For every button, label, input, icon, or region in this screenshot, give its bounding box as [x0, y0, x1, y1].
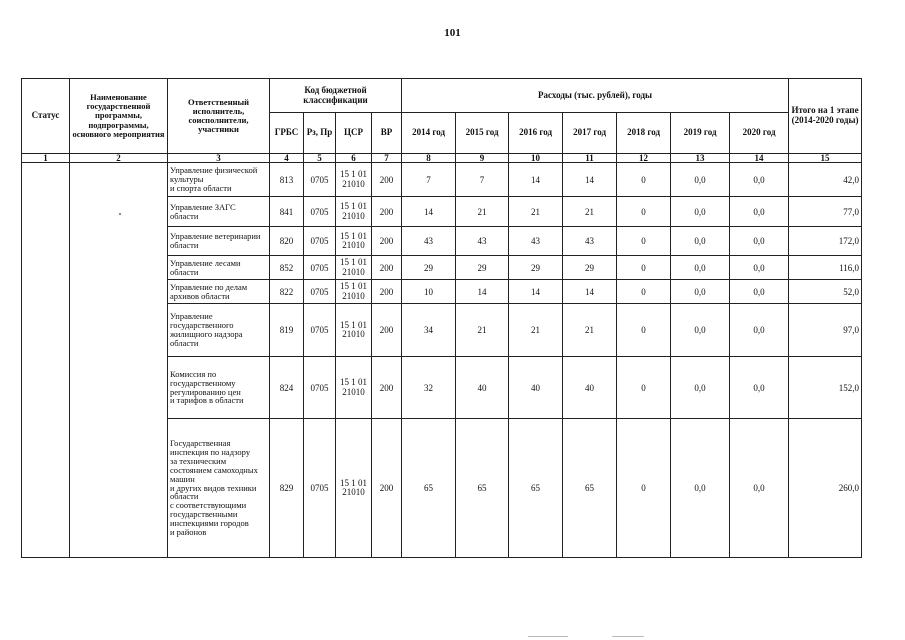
- value-2017: 29: [563, 256, 617, 280]
- rzpr-cell: 0705: [304, 357, 336, 419]
- total-cell: 172,0: [789, 227, 862, 256]
- rzpr-cell: 0705: [304, 419, 336, 558]
- vr-cell: 200: [372, 197, 402, 227]
- rzpr-cell: 0705: [304, 163, 336, 197]
- value-2016: 21: [509, 197, 563, 227]
- name-cell: [70, 163, 168, 558]
- value-2019: 0,0: [671, 163, 730, 197]
- value-2018: 0: [617, 163, 671, 197]
- header-name: Наименование государственной программы, подпрограммы, основного мероприятия: [70, 79, 168, 154]
- budget-table: [21, 78, 862, 558]
- csr-cell: 15 1 01 21010: [336, 280, 372, 304]
- value-2014: 32: [402, 357, 456, 419]
- value-2016: 65: [509, 419, 563, 558]
- header-year-2014: 2014 год: [402, 113, 456, 154]
- value-2016: 21: [509, 304, 563, 357]
- value-2016: 14: [509, 280, 563, 304]
- value-2020: 0,0: [730, 197, 789, 227]
- value-2018: 0: [617, 419, 671, 558]
- total-cell: 97,0: [789, 304, 862, 357]
- value-2020: 0,0: [730, 357, 789, 419]
- vr-cell: 200: [372, 419, 402, 558]
- csr-cell: 15 1 01 21010: [336, 256, 372, 280]
- vr-cell: 200: [372, 304, 402, 357]
- column-index: 8: [402, 154, 456, 163]
- csr-cell: 15 1 01 21010: [336, 304, 372, 357]
- header-year-2017: 2017 год: [563, 113, 617, 154]
- value-2014: 34: [402, 304, 456, 357]
- column-index: 9: [456, 154, 509, 163]
- column-index: 4: [270, 154, 304, 163]
- value-2017: 43: [563, 227, 617, 256]
- header-grbs: ГРБС: [270, 113, 304, 154]
- table-row: [22, 163, 862, 197]
- value-2020: 0,0: [730, 419, 789, 558]
- header-expenses: Расходы (тыс. рублей), годы: [402, 79, 789, 113]
- csr-cell: 15 1 01 21010: [336, 163, 372, 197]
- value-2019: 0,0: [671, 419, 730, 558]
- executor-cell: Государственная инспекция по надзору за техническим состоянием самоходных машин и других видов техники области с соответствующими государственными инспекциями городов и районов: [168, 419, 270, 558]
- value-2016: 43: [509, 227, 563, 256]
- rzpr-cell: 0705: [304, 304, 336, 357]
- header-year-2020: 2020 год: [730, 113, 789, 154]
- scan-line: [528, 636, 568, 637]
- total-cell: 116,0: [789, 256, 862, 280]
- header-budget-code: Код бюджетной классификации: [270, 79, 402, 113]
- column-index: 10: [509, 154, 563, 163]
- column-index: 15: [789, 154, 862, 163]
- vr-cell: 200: [372, 163, 402, 197]
- value-2018: 0: [617, 304, 671, 357]
- value-2018: 0: [617, 256, 671, 280]
- grbs-cell: 841: [270, 197, 304, 227]
- rzpr-cell: 0705: [304, 280, 336, 304]
- value-2018: 0: [617, 280, 671, 304]
- grbs-cell: 819: [270, 304, 304, 357]
- value-2015: 43: [456, 227, 509, 256]
- total-cell: 52,0: [789, 280, 862, 304]
- value-2016: 29: [509, 256, 563, 280]
- executor-cell: Управление ЗАГС области: [168, 197, 270, 227]
- vr-cell: 200: [372, 280, 402, 304]
- value-2017: 21: [563, 304, 617, 357]
- header-status: Статус: [22, 79, 70, 154]
- value-2014: 7: [402, 163, 456, 197]
- page-number: 101: [444, 27, 461, 39]
- column-index: 3: [168, 154, 270, 163]
- value-2017: 21: [563, 197, 617, 227]
- value-2018: 0: [617, 357, 671, 419]
- column-index: 5: [304, 154, 336, 163]
- header-rzpr: Рз, Пр: [304, 113, 336, 154]
- value-2019: 0,0: [671, 304, 730, 357]
- scan-speck: [119, 213, 121, 215]
- value-2017: 40: [563, 357, 617, 419]
- value-2018: 0: [617, 197, 671, 227]
- value-2020: 0,0: [730, 280, 789, 304]
- value-2015: 21: [456, 304, 509, 357]
- value-2015: 40: [456, 357, 509, 419]
- value-2020: 0,0: [730, 256, 789, 280]
- value-2019: 0,0: [671, 280, 730, 304]
- total-cell: 152,0: [789, 357, 862, 419]
- executor-cell: Управление по делам архивов области: [168, 280, 270, 304]
- executor-cell: Комиссия по государственному регулированию цен и тарифов в области: [168, 357, 270, 419]
- value-2014: 43: [402, 227, 456, 256]
- grbs-cell: 829: [270, 419, 304, 558]
- rzpr-cell: 0705: [304, 197, 336, 227]
- value-2014: 65: [402, 419, 456, 558]
- grbs-cell: 824: [270, 357, 304, 419]
- header-year-2016: 2016 год: [509, 113, 563, 154]
- value-2018: 0: [617, 227, 671, 256]
- value-2017: 65: [563, 419, 617, 558]
- total-cell: 260,0: [789, 419, 862, 558]
- column-index: 1: [22, 154, 70, 163]
- rzpr-cell: 0705: [304, 227, 336, 256]
- value-2015: 14: [456, 280, 509, 304]
- column-index: 12: [617, 154, 671, 163]
- header-year-2015: 2015 год: [456, 113, 509, 154]
- value-2017: 14: [563, 163, 617, 197]
- total-cell: 42,0: [789, 163, 862, 197]
- column-index: 7: [372, 154, 402, 163]
- value-2016: 40: [509, 357, 563, 419]
- value-2020: 0,0: [730, 227, 789, 256]
- column-index: 2: [70, 154, 168, 163]
- vr-cell: 200: [372, 357, 402, 419]
- header-total: Итого на 1 этапе (2014-2020 годы): [789, 79, 862, 154]
- scan-line: [612, 636, 644, 637]
- csr-cell: 15 1 01 21010: [336, 227, 372, 256]
- csr-cell: 15 1 01 21010: [336, 197, 372, 227]
- value-2020: 0,0: [730, 163, 789, 197]
- value-2019: 0,0: [671, 197, 730, 227]
- grbs-cell: 822: [270, 280, 304, 304]
- header-executor: Ответственный исполнитель, соисполнители, участники: [168, 79, 270, 154]
- grbs-cell: 820: [270, 227, 304, 256]
- value-2015: 65: [456, 419, 509, 558]
- status-cell: [22, 163, 70, 558]
- column-index: 13: [671, 154, 730, 163]
- executor-cell: Управление лесами области: [168, 256, 270, 280]
- grbs-cell: 852: [270, 256, 304, 280]
- executor-cell: Управление государственного жилищного надзора области: [168, 304, 270, 357]
- value-2017: 14: [563, 280, 617, 304]
- header-csr: ЦСР: [336, 113, 372, 154]
- column-index: 14: [730, 154, 789, 163]
- value-2019: 0,0: [671, 256, 730, 280]
- csr-cell: 15 1 01 21010: [336, 357, 372, 419]
- csr-cell: 15 1 01 21010: [336, 419, 372, 558]
- value-2014: 14: [402, 197, 456, 227]
- header-vr: ВР: [372, 113, 402, 154]
- value-2016: 14: [509, 163, 563, 197]
- grbs-cell: 813: [270, 163, 304, 197]
- executor-cell: Управление ветеринарии области: [168, 227, 270, 256]
- header-year-2018: 2018 год: [617, 113, 671, 154]
- column-index: 11: [563, 154, 617, 163]
- value-2020: 0,0: [730, 304, 789, 357]
- column-index-row: [22, 154, 862, 163]
- value-2019: 0,0: [671, 357, 730, 419]
- value-2014: 29: [402, 256, 456, 280]
- executor-cell: Управление физической культуры и спорта области: [168, 163, 270, 197]
- value-2014: 10: [402, 280, 456, 304]
- value-2015: 21: [456, 197, 509, 227]
- vr-cell: 200: [372, 256, 402, 280]
- vr-cell: 200: [372, 227, 402, 256]
- value-2015: 7: [456, 163, 509, 197]
- header-year-2019: 2019 год: [671, 113, 730, 154]
- rzpr-cell: 0705: [304, 256, 336, 280]
- value-2019: 0,0: [671, 227, 730, 256]
- total-cell: 77,0: [789, 197, 862, 227]
- value-2015: 29: [456, 256, 509, 280]
- column-index: 6: [336, 154, 372, 163]
